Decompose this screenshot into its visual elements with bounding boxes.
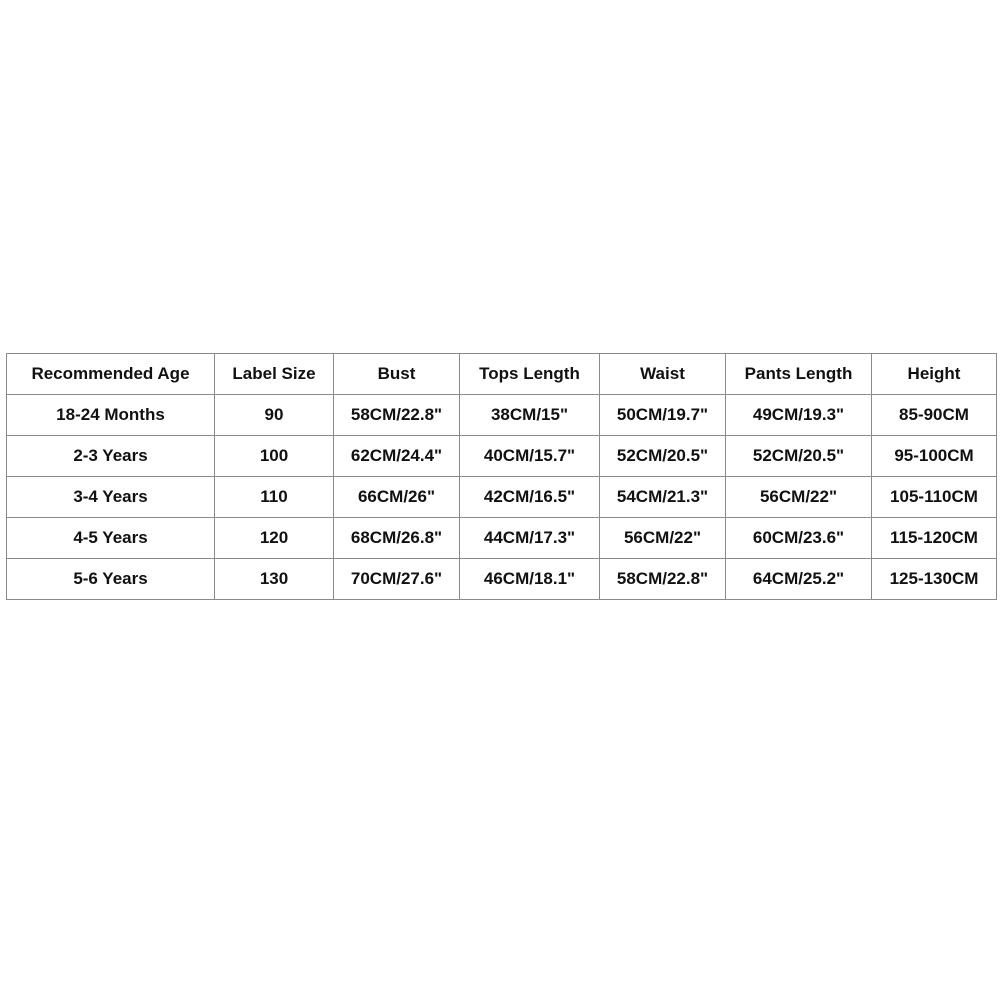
table-row [7, 477, 997, 518]
cell-tops-length: 38CM/15" [460, 395, 600, 436]
cell-recommended-age: 5-6 Years [7, 559, 215, 600]
cell-waist: 58CM/22.8" [600, 559, 726, 600]
header-tops-length: Tops Length [460, 354, 600, 395]
cell-bust: 68CM/26.8" [334, 518, 460, 559]
cell-recommended-age: 18-24 Months [7, 395, 215, 436]
cell-label-size: 90 [215, 395, 334, 436]
cell-recommended-age: 4-5 Years [7, 518, 215, 559]
cell-pants-length: 49CM/19.3" [726, 395, 872, 436]
size-chart-table [6, 353, 997, 600]
cell-pants-length: 52CM/20.5" [726, 436, 872, 477]
header-label-size: Label Size [215, 354, 334, 395]
table-row [7, 559, 997, 600]
cell-tops-length: 40CM/15.7" [460, 436, 600, 477]
cell-tops-length: 44CM/17.3" [460, 518, 600, 559]
cell-label-size: 110 [215, 477, 334, 518]
cell-label-size: 130 [215, 559, 334, 600]
cell-height: 95-100CM [872, 436, 997, 477]
cell-waist: 50CM/19.7" [600, 395, 726, 436]
cell-tops-length: 46CM/18.1" [460, 559, 600, 600]
header-bust: Bust [334, 354, 460, 395]
cell-height: 115-120CM [872, 518, 997, 559]
header-row [7, 354, 997, 395]
cell-bust: 66CM/26" [334, 477, 460, 518]
cell-recommended-age: 2-3 Years [7, 436, 215, 477]
cell-label-size: 100 [215, 436, 334, 477]
cell-bust: 58CM/22.8" [334, 395, 460, 436]
cell-tops-length: 42CM/16.5" [460, 477, 600, 518]
cell-waist: 52CM/20.5" [600, 436, 726, 477]
header-height: Height [872, 354, 997, 395]
header-waist: Waist [600, 354, 726, 395]
table-row [7, 436, 997, 477]
table-row [7, 518, 997, 559]
cell-label-size: 120 [215, 518, 334, 559]
cell-pants-length: 60CM/23.6" [726, 518, 872, 559]
cell-waist: 54CM/21.3" [600, 477, 726, 518]
cell-height: 85-90CM [872, 395, 997, 436]
cell-recommended-age: 3-4 Years [7, 477, 215, 518]
header-pants-length: Pants Length [726, 354, 872, 395]
cell-pants-length: 64CM/25.2" [726, 559, 872, 600]
cell-pants-length: 56CM/22" [726, 477, 872, 518]
cell-bust: 62CM/24.4" [334, 436, 460, 477]
header-recommended-age: Recommended Age [7, 354, 215, 395]
cell-waist: 56CM/22" [600, 518, 726, 559]
table-row [7, 395, 997, 436]
cell-bust: 70CM/27.6" [334, 559, 460, 600]
cell-height: 105-110CM [872, 477, 997, 518]
cell-height: 125-130CM [872, 559, 997, 600]
